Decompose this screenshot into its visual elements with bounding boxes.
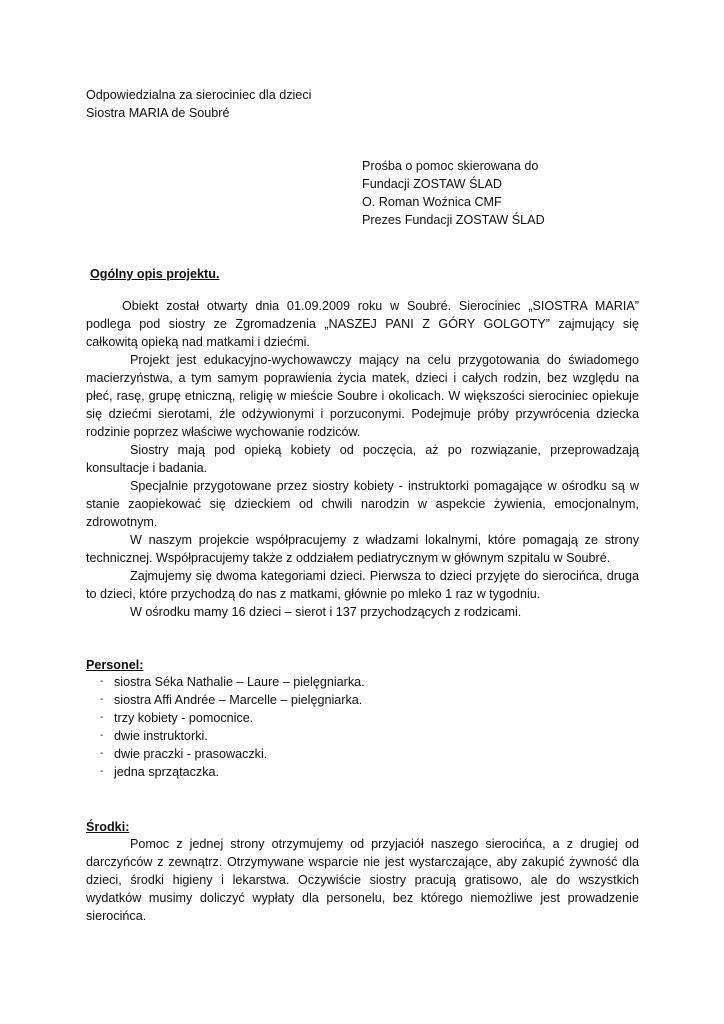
list-item: [100, 673, 365, 691]
section-body-srodki: [86, 835, 639, 925]
paragraph: Obiekt został otwarty dnia 01.09.2009 roku w Soubré. Sierociniec „SIOSTRA MARIA” podlega pod siostry ze Zgromadzenia „NASZEJ PANI Z GÓRY GOLGOTY” zajmujący się całkowitą opieką nad matkami i dziećmi.: [86, 299, 639, 349]
recipient-line: Prośba o pomoc skierowana do: [362, 159, 539, 173]
bullet-dash: -: [100, 676, 104, 687]
section-heading-personel: Personel:: [86, 658, 144, 672]
paragraph: Zajmujemy się dwoma kategoriami dzieci. Pierwsza to dzieci przyjęte do sierocińca, druga to dzieci, które przychodzą do nas z matkami, głównie po mleko 1 raz w tygodniu.: [86, 569, 639, 601]
section-body-opis: [86, 297, 639, 621]
list-item-text: siostra Séka Nathalie – Laure – pielęgniarka.: [114, 675, 365, 689]
bullet-dash: -: [100, 694, 104, 705]
paragraph: Pomoc z jednej strony otrzymujemy od przyjaciół naszego sierocińca, a z drugiej od darczyńców z zewnątrz. Otrzymywane wsparcie nie jest wystarczające, aby zakupić żywność dla dzieci, środki higieny i lekarstwa. Oczywiście siostry pracują gratisowo, ale do wszystkich wydatków musimy doliczyć wypłaty dla personelu, bez którego niemożliwe jest prowadzenie sierocińca.: [86, 837, 639, 923]
list-item: [100, 691, 365, 709]
section-heading-opis: Ogólny opis projektu.: [90, 267, 220, 281]
paragraph: W ośrodku mamy 16 dzieci – sierot i 137 przychodzących z rodzicami.: [130, 605, 522, 619]
recipient-address: [362, 157, 662, 229]
list-item-text: dwie instruktorki.: [114, 729, 208, 743]
list-item: [100, 763, 365, 781]
bullet-dash: -: [100, 766, 104, 777]
list-item: [100, 709, 365, 727]
list-item-text: trzy kobiety - pomocnice.: [114, 711, 254, 725]
recipient-line: Prezes Fundacji ZOSTAW ŚLAD: [362, 213, 545, 227]
bullet-dash: -: [100, 730, 104, 741]
recipient-line: Fundacji ZOSTAW ŚLAD: [362, 177, 502, 191]
sender-line: Siostra MARIA de Soubré: [86, 106, 230, 120]
section-heading-srodki: Środki:: [86, 820, 130, 834]
personel-list: [100, 673, 365, 781]
bullet-dash: -: [100, 748, 104, 759]
list-item-text: siostra Affi Andrée – Marcelle – pielęgniarka.: [114, 693, 363, 707]
sender-line: Odpowiedzialna za sierociniec dla dzieci: [86, 88, 312, 102]
sender-address: [86, 86, 486, 122]
list-item: [100, 727, 365, 745]
list-item-text: jedna sprzątaczka.: [114, 765, 220, 779]
bullet-dash: -: [100, 712, 104, 723]
paragraph: Specjalnie przygotowane przez siostry kobiety - instruktorki pomagające w ośrodku są w stanie zaopiekować się dzieckiem od chwili narodzin w aspekcie żywienia, emocjonalnym, zdrowotnym.: [86, 479, 639, 529]
list-item-text: dwie praczki - prasowaczki.: [114, 747, 268, 761]
paragraph: W naszym projekcie współpracujemy z władzami lokalnymi, które pomagają ze strony technicznej. Współpracujemy także z oddziałem pediatrycznym w głównym szpitalu w Soubré.: [86, 533, 639, 565]
list-item: [100, 745, 365, 763]
paragraph: Projekt jest edukacyjno-wychowawczy mający na celu przygotowania do świadomego macierzyństwa, a tym samym poprawienia życia matek, dzieci i całych rodzin, bez względu na płeć, rasę, grupę etniczną, religię w mieście Soubre i okolicach. W większości sierociniec opiekuje się dziećmi sierotami, źle odżywionymi i porzuconymi. Podejmuje próby przywrócenia dziecka rodzinie poprzez właściwe wychowanie rodziców.: [86, 353, 639, 439]
recipient-line: O. Roman Woźnica CMF: [362, 195, 502, 209]
paragraph: Siostry mają pod opieką kobiety od poczęcia, aż po rozwiązanie, przeprowadzają konsultacje i badania.: [86, 443, 639, 475]
